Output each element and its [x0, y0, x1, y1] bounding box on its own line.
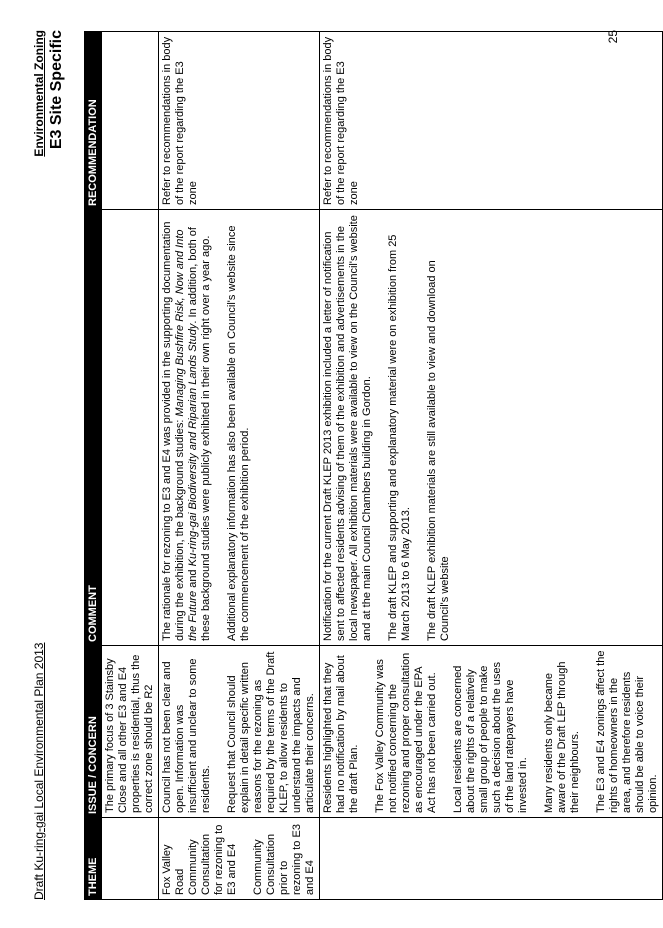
issue-text: Local residents are concerned about the rights of a relatively small group of people to make such a decision about the uses of the land ratepayers have invested in. — [452, 661, 529, 813]
issue-text: Council has not been clear and open. Information was insufficient and unclear to some residents. — [161, 658, 212, 813]
issues-table — [84, 31, 663, 900]
recommendation-cell — [102, 32, 159, 210]
comment-fragment: The rationale for rezoning to E3 and E4 was provided in the supporting documentation during the exhibition, the background studies: — [161, 221, 186, 641]
theme-text: Community Consultation prior to rezoning to E3 and E4 — [252, 824, 316, 895]
theme-cell — [102, 818, 159, 900]
recommendation-text: Refer to recommendations in body of the report regarding the E3 zone — [161, 36, 199, 205]
document-title: Draft Ku-ring-gai Local Environmental Plan 2013 — [32, 642, 46, 900]
recommendation-text: Refer to recommendations in body of the report regarding the E3 zone — [322, 36, 360, 205]
theme-cell — [320, 818, 663, 900]
table-row — [159, 32, 320, 900]
issue-text: The E3 and E4 zonings affect the rights of homeowners in the area, and therefore residents should be able to voice their opinion. — [595, 650, 659, 813]
comment-cell — [320, 210, 663, 646]
column-header-recommendation: RECOMMENDATION — [85, 32, 102, 210]
section-heading — [32, 30, 66, 157]
comment-text — [161, 214, 213, 641]
comment-cell — [159, 210, 320, 646]
subsection-title: E3 Site Specific — [48, 30, 65, 150]
column-header-theme: THEME — [85, 818, 102, 900]
issue-cell — [159, 646, 320, 818]
theme-text: Fox Valley Road Community Consultation for rezoning to E3 and E4 — [161, 824, 238, 895]
table-header-row — [85, 32, 102, 900]
comment-fragment: and — [187, 566, 199, 591]
page-number: 25 — [606, 30, 620, 44]
comment-text: The draft KLEP and supporting and explanatory material were on exhibition from 25 March 2013 to 6 May 2013. — [387, 234, 412, 641]
column-header-comment: COMMENT — [85, 210, 102, 646]
section-title: Environmental Zoning — [32, 30, 46, 157]
issue-cell — [102, 646, 159, 818]
comment-fragment: . In addition, both of these background studies were publicly exhibited in their own right over a year ago. — [187, 227, 212, 641]
issue-text: Request that Council should explain in detail specific written reasons for the rezoning as required by the terms of the Draft KLEP, to allow residents to understand the impacts and articulate their concerns. — [226, 651, 316, 813]
comment-text: The draft KLEP exhibition materials are still available to view and download on Council's website — [426, 260, 451, 641]
issue-text: Many residents only became aware of the Draft LEP through their neighbours. — [543, 661, 581, 813]
recommendation-cell — [320, 32, 663, 210]
theme-cell — [159, 818, 320, 900]
issue-text: The primary focus of 3 Stainsby Close and all other E3 and E4 properties is residential, thus the correct zone should be R2 — [104, 654, 155, 813]
column-header-issue: ISSUE / CONCERN — [85, 646, 102, 818]
comment-text: Additional explanatory information has also been available on Council's website since the commencement of the exhibition period. — [226, 225, 251, 641]
table-row — [320, 32, 663, 900]
study-title: Managing Bushfire Risk, Now and Into the Future — [174, 229, 199, 641]
issue-text: Residents highlighted that they had no notification by mail about the draft Plan. — [322, 655, 360, 813]
comment-cell — [102, 210, 159, 646]
study-title: Ku-ring-gai Biodiversity and Riparian Lands Study — [187, 323, 199, 567]
table-row — [102, 32, 159, 900]
issue-text: The Fox Valley Community was not notified concerning the rezoning and proper consultation as encouraged under the EPA Act has not been carried out. — [374, 652, 438, 813]
recommendation-cell — [159, 32, 320, 210]
comment-text: Notification for the current Draft KLEP 2013 exhibition included a letter of notification sent to affected residents advising of them of the exhibition and advertisements in the local newspaper. All exhibition materials were available to view on the Council's website and at the main Council Chambers building in Gordon. — [322, 215, 373, 641]
issue-cell — [320, 646, 663, 818]
